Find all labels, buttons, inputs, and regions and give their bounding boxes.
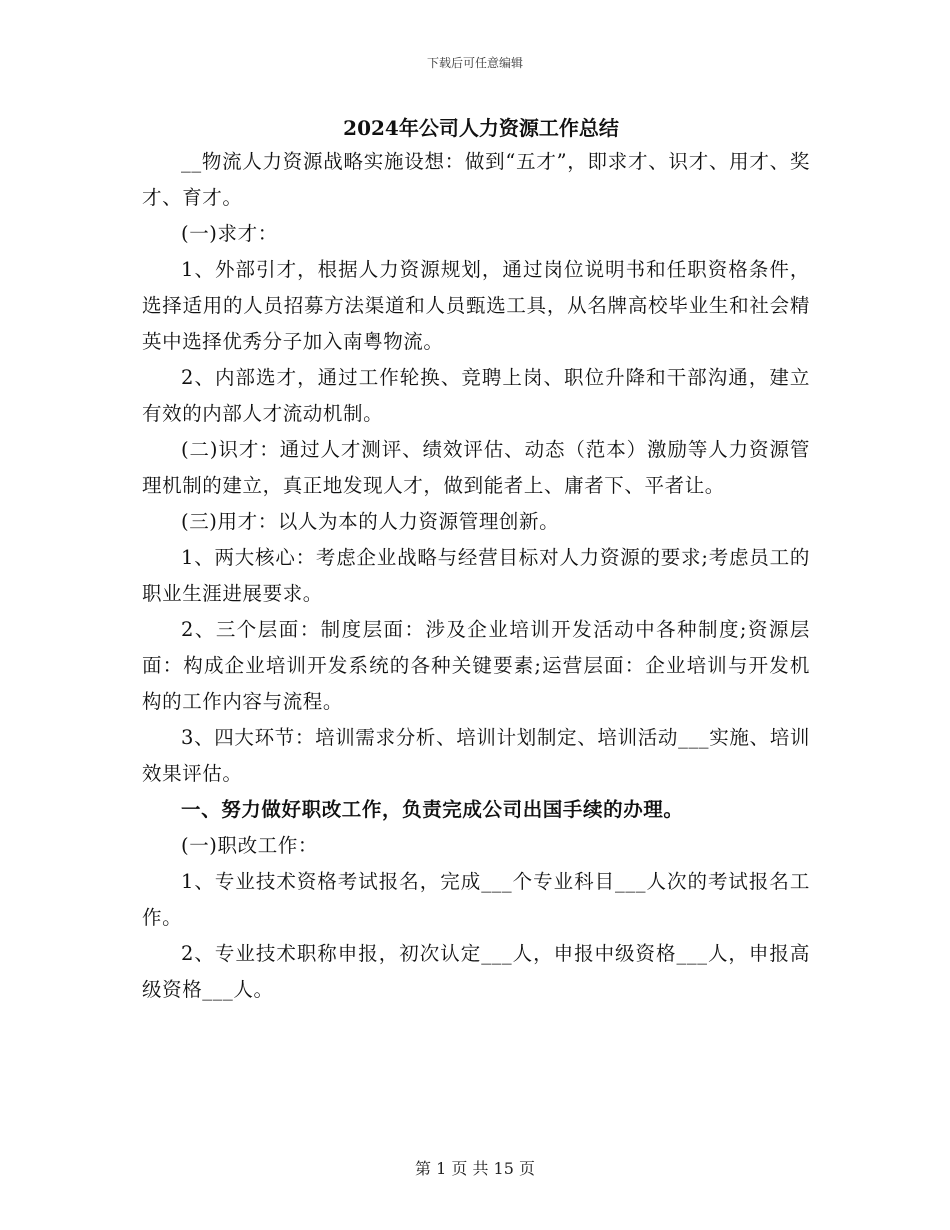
page-number: 第 1 页 共 15 页: [415, 1159, 535, 1178]
paragraph-three-levels: 2、三个层面：制度层面：涉及企业培训开发活动中各种制度;资源层面：构成企业培训开发系统的各种关键要素;运营层面：企业培训与开发机构的工作内容与流程。: [142, 618, 810, 713]
paragraph-two-cores: 1、两大核心：考虑企业战略与经营目标对人力资源的要求;考虑员工的职业生涯进展要求。: [142, 546, 810, 605]
header-note: 下载后可任意编辑: [426, 56, 523, 70]
paragraph-job-reform: (一)职改工作：: [181, 834, 319, 857]
paragraph-section-2: (二)识才：通过人才测评、绩效评估、动态（范本）激励等人力资源管理机制的建立，真正地发现人才，做到能者上、庸者下、平者让。: [142, 438, 810, 497]
document-title: 2024年公司人力资源工作总结: [343, 116, 619, 140]
paragraph-section-1: (一)求才：: [181, 222, 278, 245]
document-body: [142, 112, 810, 1008]
paragraph-section-3: (三)用才：以人为本的人力资源管理创新。: [181, 510, 560, 533]
paragraph-title-application: 2、专业技术职称申报，初次认定___人，申报中级资格___人，申报高级资格___人。: [142, 942, 810, 1001]
paragraph-strategy: __物流人力资源战略实施设想：做到“五才”，即求才、识才、用才、奖才、育才。: [142, 150, 810, 209]
paragraph-four-steps: 3、四大环节：培训需求分析、培训计划制定、培训活动___实施、培训效果评估。: [142, 726, 810, 785]
section-heading-job-reform: 一、努力做好职改工作，负责完成公司出国手续的办理。: [181, 798, 684, 821]
paragraph-internal-talent: 2、内部选才，通过工作轮换、竞聘上岗、职位升降和干部沟通，建立有效的内部人才流动机制。: [142, 366, 810, 425]
paragraph-external-talent: 1、外部引才，根据人力资源规划，通过岗位说明书和任职资格条件，选择适用的人员招募方法渠道和人员甄选工具，从名牌高校毕业生和社会精英中选择优秀分子加入南粤物流。: [142, 258, 810, 353]
paragraph-exam-registration: 1、专业技术资格考试报名，完成___个专业科目___人次的考试报名工作。: [142, 870, 810, 929]
